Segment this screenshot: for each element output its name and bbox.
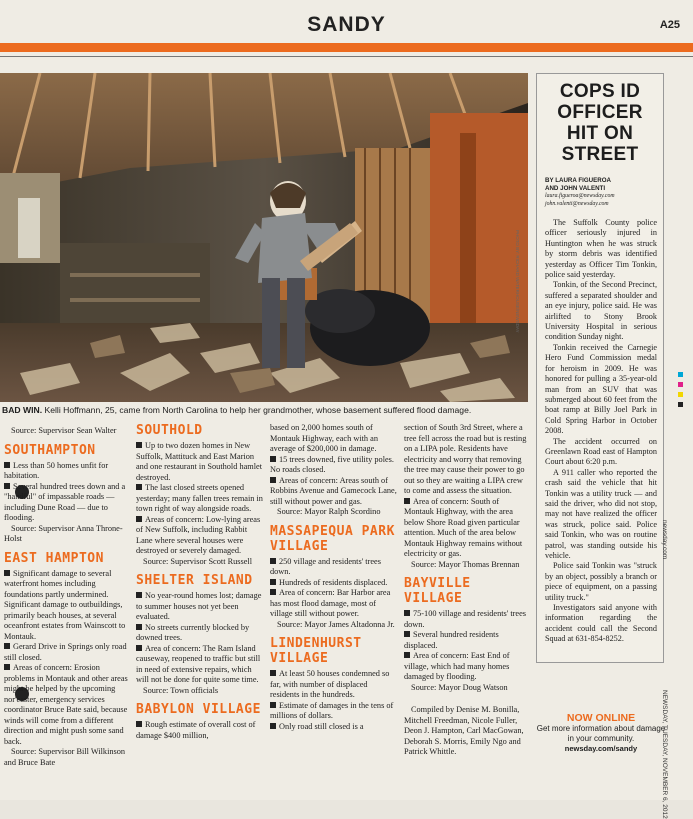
bullet-square-icon: [4, 664, 10, 670]
email-link[interactable]: john.valenti@newsday.com: [545, 200, 609, 207]
section-head-southold: SOUTHOLD: [136, 423, 203, 438]
source-line: Source: Supervisor Anna Throne-Holst: [4, 523, 123, 543]
bullet-square-icon: [404, 631, 410, 637]
paragraph: The accident occurred on Greenlawn Road east of Hampton Court about 6:20 p.m.: [545, 436, 657, 467]
caption-text: Kelli Hoffmann, 25, came from North Carolina to help her grandmother, whose basement suffered flood damage.: [44, 405, 472, 415]
bullet-square-icon: [136, 442, 142, 448]
registration-mark: [678, 392, 683, 397]
list-item: Significant damage to several waterfront homes including foundations partly undermined. Significant damage to outbuildings, primarily beach houses, at several oceanfront estates from Wainscott to Montauk.: [4, 568, 126, 641]
list-item: Several hundred residents displaced.: [404, 630, 499, 650]
list-item: Areas of concern: Areas south of Robbins Avenue and Gamecock Lane, still without power and gas.: [270, 475, 397, 506]
paragraph: A 911 caller who reported the crash said the vehicle that hit Tonkin was a utility truck — and said the driver, who did not stop, may not have realized the officer was struck, police said. Police said Tonkin, who was on routine patrol, was standing outside his vehicle.: [545, 467, 657, 560]
list-item: Areas of concern: Erosion problems in Montauk and other areas might be helped by the upcoming nor'easter, emergency services coordinator Bruce Bate said, because winds will come from a different direction and might push some sand back.: [4, 663, 128, 746]
list-item: No streets currently blocked by downed trees.: [136, 622, 250, 642]
list-item: Area of concern: The Ram Island causeway, reopened to traffic but still in need of extensive repairs, which will not be done for quite some time.: [136, 643, 261, 684]
bullet-square-icon: [136, 484, 142, 490]
bullet-square-icon: [136, 645, 142, 651]
continued-text: based on 2,000 homes south of Montauk Highway, each with an average of $200,000 in damage.: [270, 423, 378, 453]
registration-mark: [678, 402, 683, 407]
bullet-square-icon: [136, 516, 142, 522]
column-1: [4, 426, 130, 768]
source-line: Source: Mayor James Altadonna Jr.: [277, 619, 395, 629]
sidebar-body: [545, 218, 657, 645]
column-4: [404, 423, 530, 758]
byline-emails: [545, 193, 655, 208]
bullet-square-icon: [270, 477, 276, 483]
promo-body: Get more information about damage in your community.: [536, 724, 666, 743]
bullet-square-icon: [270, 702, 276, 708]
paragraph: Police said Tonkin was "struck by an object, possibly a branch or piece of equipment, on a passing utility truck.": [545, 561, 657, 602]
page-number: A25: [659, 19, 680, 31]
bullet-square-icon: [270, 723, 276, 729]
section-head-lindenhurst: LINDENHURST VILLAGE: [270, 636, 362, 666]
list-item: The last closed streets opened yesterday; many fallen trees remain in town right of way alongside roads.: [136, 483, 263, 513]
source-line: Source: Supervisor Bill Wilkinson and Bruce Bate: [4, 747, 126, 767]
promo-link[interactable]: newsday.com/sandy: [564, 744, 638, 753]
source-line: Source: Supervisor Scott Russell: [143, 556, 253, 566]
flood-damage-photo: [0, 73, 528, 402]
bullet-square-icon: [270, 579, 276, 585]
bullet-square-icon: [4, 483, 10, 489]
list-item: No year-round homes lost; damage to summer houses not yet been evaluated.: [136, 591, 262, 621]
bullet-square-icon: [4, 643, 10, 649]
bullet-square-icon: [136, 624, 142, 630]
list-item: Several hundred trees down and a "handful" of impassable roads — including Dune Road — due to flooding.: [4, 481, 126, 522]
list-item: 15 trees downed, five utility poles. No roads closed.: [270, 454, 394, 474]
bullet-square-icon: [404, 610, 410, 616]
registration-mark: [678, 372, 683, 377]
email-link[interactable]: laura.figueroa@newsday.com: [545, 193, 615, 199]
bullet-square-icon: [270, 589, 276, 595]
byline: BY LAURA FIGUEROA: [545, 177, 612, 184]
caption-lead: BAD WIN.: [2, 405, 43, 415]
section-head-massapequa-park: MASSAPEQUA PARK VILLAGE: [270, 523, 395, 554]
source-line: Source: Supervisor Sean Walter: [11, 426, 117, 435]
paragraph: Investigators said anyone with information regarding the accident could call the Second Squad at 631-854-8252.: [545, 603, 657, 644]
list-item: Area of concern: East End of village, which had many homes damaged by flooding.: [404, 651, 510, 681]
section-title: SANDY: [307, 13, 386, 36]
source-line: Source: Mayor Ralph Scordino: [277, 507, 381, 516]
orange-rule: [0, 43, 693, 52]
sidebar-headline: COPS ID OFFICER HIT ON STREET: [557, 81, 643, 165]
bullet-square-icon: [136, 721, 142, 727]
section-head-bayville: BAYVILLE VILLAGE: [404, 576, 471, 606]
list-item: Gerard Drive in Springs only road still closed.: [4, 642, 127, 662]
list-item: Hundreds of residents displaced.: [270, 578, 398, 589]
list-item: Area of concern: Bar Harbor area has most flood damage, most of village still without power.: [270, 588, 391, 618]
list-item: 75-100 village and residents' trees down.: [404, 609, 527, 629]
list-item: Areas of concern: Low-lying areas of New Suffolk, including Rabbit Lane where several houses were destroyed or severely damaged.: [136, 514, 261, 555]
column-3: [270, 423, 398, 732]
list-item: Up to two dozen homes in New Suffolk, Mattituck and East Marion and one restaurant in Southold hamlet destroyed.: [136, 441, 263, 482]
list-item: Rough estimate of overall cost of damage $400 million,: [136, 720, 256, 740]
section-head-east-hampton: EAST HAMPTON: [4, 550, 104, 566]
promo-title: NOW ONLINE: [566, 712, 636, 724]
list-item: Less than 50 homes unfit for habitation.: [4, 460, 109, 480]
list-item: At least 50 houses condemned so far, with number of displaced residents in the hundreds.: [270, 669, 390, 699]
section-head-babylon: BABYLON VILLAGE: [136, 702, 261, 717]
bullet-square-icon: [270, 456, 276, 462]
now-online-promo: [536, 712, 666, 753]
list-item: Only road still closed is a: [270, 722, 398, 733]
photo-caption: [2, 405, 528, 416]
byline: AND JOHN VALENTI: [545, 185, 606, 192]
bullet-square-icon: [404, 652, 410, 658]
source-line: Source: Mayor Doug Watson: [411, 682, 508, 692]
paragraph: Tonkin received the Carnegie Hero Fund Commission medal for heroism in 2009. He was honored for pulling a 35-year-old man from an SUV that was submerged about 60 feet from the boat ramp at Billy Joel Park in Cold Spring Harbor in October 2008.: [545, 342, 657, 436]
margin-site: newsday.com: [661, 520, 668, 560]
bullet-square-icon: [4, 570, 10, 576]
compiled-by: Compiled by Denise M. Bonilla, Mitchell Freedman, Nicole Fuller, Deon J. Hampton, Carl MacGowan, Deborah S. Morris, Emily Ngo and Patrick Whittle.: [404, 705, 524, 756]
sidebar-story: [536, 73, 664, 663]
bullet-square-icon: [136, 592, 142, 598]
section-head-shelter-island: SHELTER ISLAND: [136, 573, 253, 588]
bullet-square-icon: [404, 498, 410, 504]
section-head-southampton: SOUTHAMPTON: [4, 442, 96, 458]
continued-text: section of South 3rd Street, where a tree fell across the road but is resting on a LIPA pole. Residents have electricity and worry that removing the tree may cause their power to go out so they are waiting a LIPA crew to come and assess the situation.: [404, 423, 527, 495]
registration-mark: [678, 382, 683, 387]
list-item: Area of concern: South of Montauk Highway, with the area below Shore Road given particular attention. Much of the area below Montauk Highway remains without electricity or gas.: [404, 496, 523, 558]
photo-credit: PHOTO BY: RICHARD WATERHOUSE/NEWSDAY: [515, 230, 520, 333]
bullet-square-icon: [270, 670, 276, 676]
bullet-square-icon: [270, 558, 276, 564]
thin-rule: [0, 56, 693, 57]
list-item: 250 village and residents' trees down.: [270, 556, 381, 576]
source-line: Source: Mayor Thomas Brennan: [411, 559, 520, 569]
list-item: Estimate of damages in the tens of millions of dollars.: [270, 700, 394, 720]
bullet-square-icon: [4, 462, 10, 468]
margin-dateline: NEWSDAY, TUESDAY, NOVEMBER 6, 2012: [661, 690, 668, 819]
source-line: Source: Town officials: [143, 685, 219, 695]
paragraph: Tonkin, of the Second Precinct, suffered a separated shoulder and an eye injury, police said. He was airlifted to Stony Brook University Hospital in serious condition Sunday night.: [545, 280, 657, 342]
column-2: [136, 420, 264, 741]
paragraph: The Suffolk County police officer seriously injured in Huntington when he was struck by storm debris was identified yesterday as Officer Tim Tonkin, police said yesterday.: [545, 218, 657, 280]
